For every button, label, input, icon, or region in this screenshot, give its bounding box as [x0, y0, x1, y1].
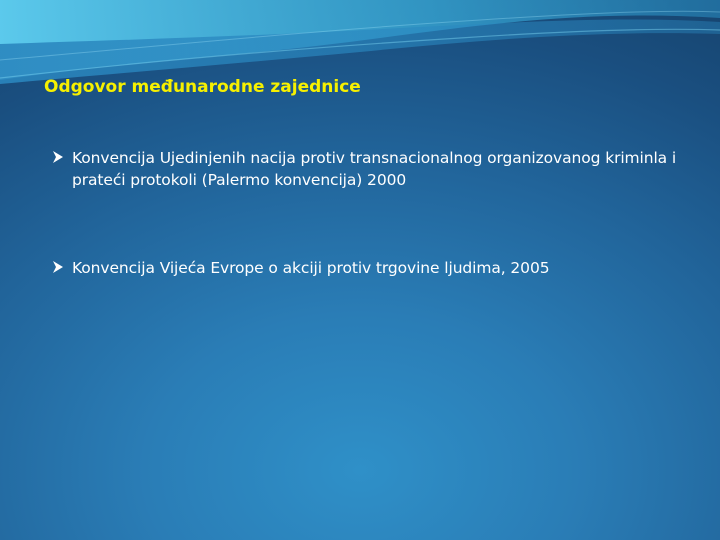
slide-title: Odgovor međunarodne zajednice: [44, 77, 361, 97]
bullet-text: Konvencija Ujedinjenih nacija protiv transnacionalnog organizovanog kriminla i prateći protokoli (Palermo konvencija) 2000: [72, 149, 677, 189]
arrowhead-bullet-icon: [52, 260, 64, 274]
arrowhead-bullet-icon: [52, 150, 64, 164]
bullet-text: Konvencija Vijeća Evrope o akciji protiv trgovine ljudima, 2005: [72, 259, 550, 277]
